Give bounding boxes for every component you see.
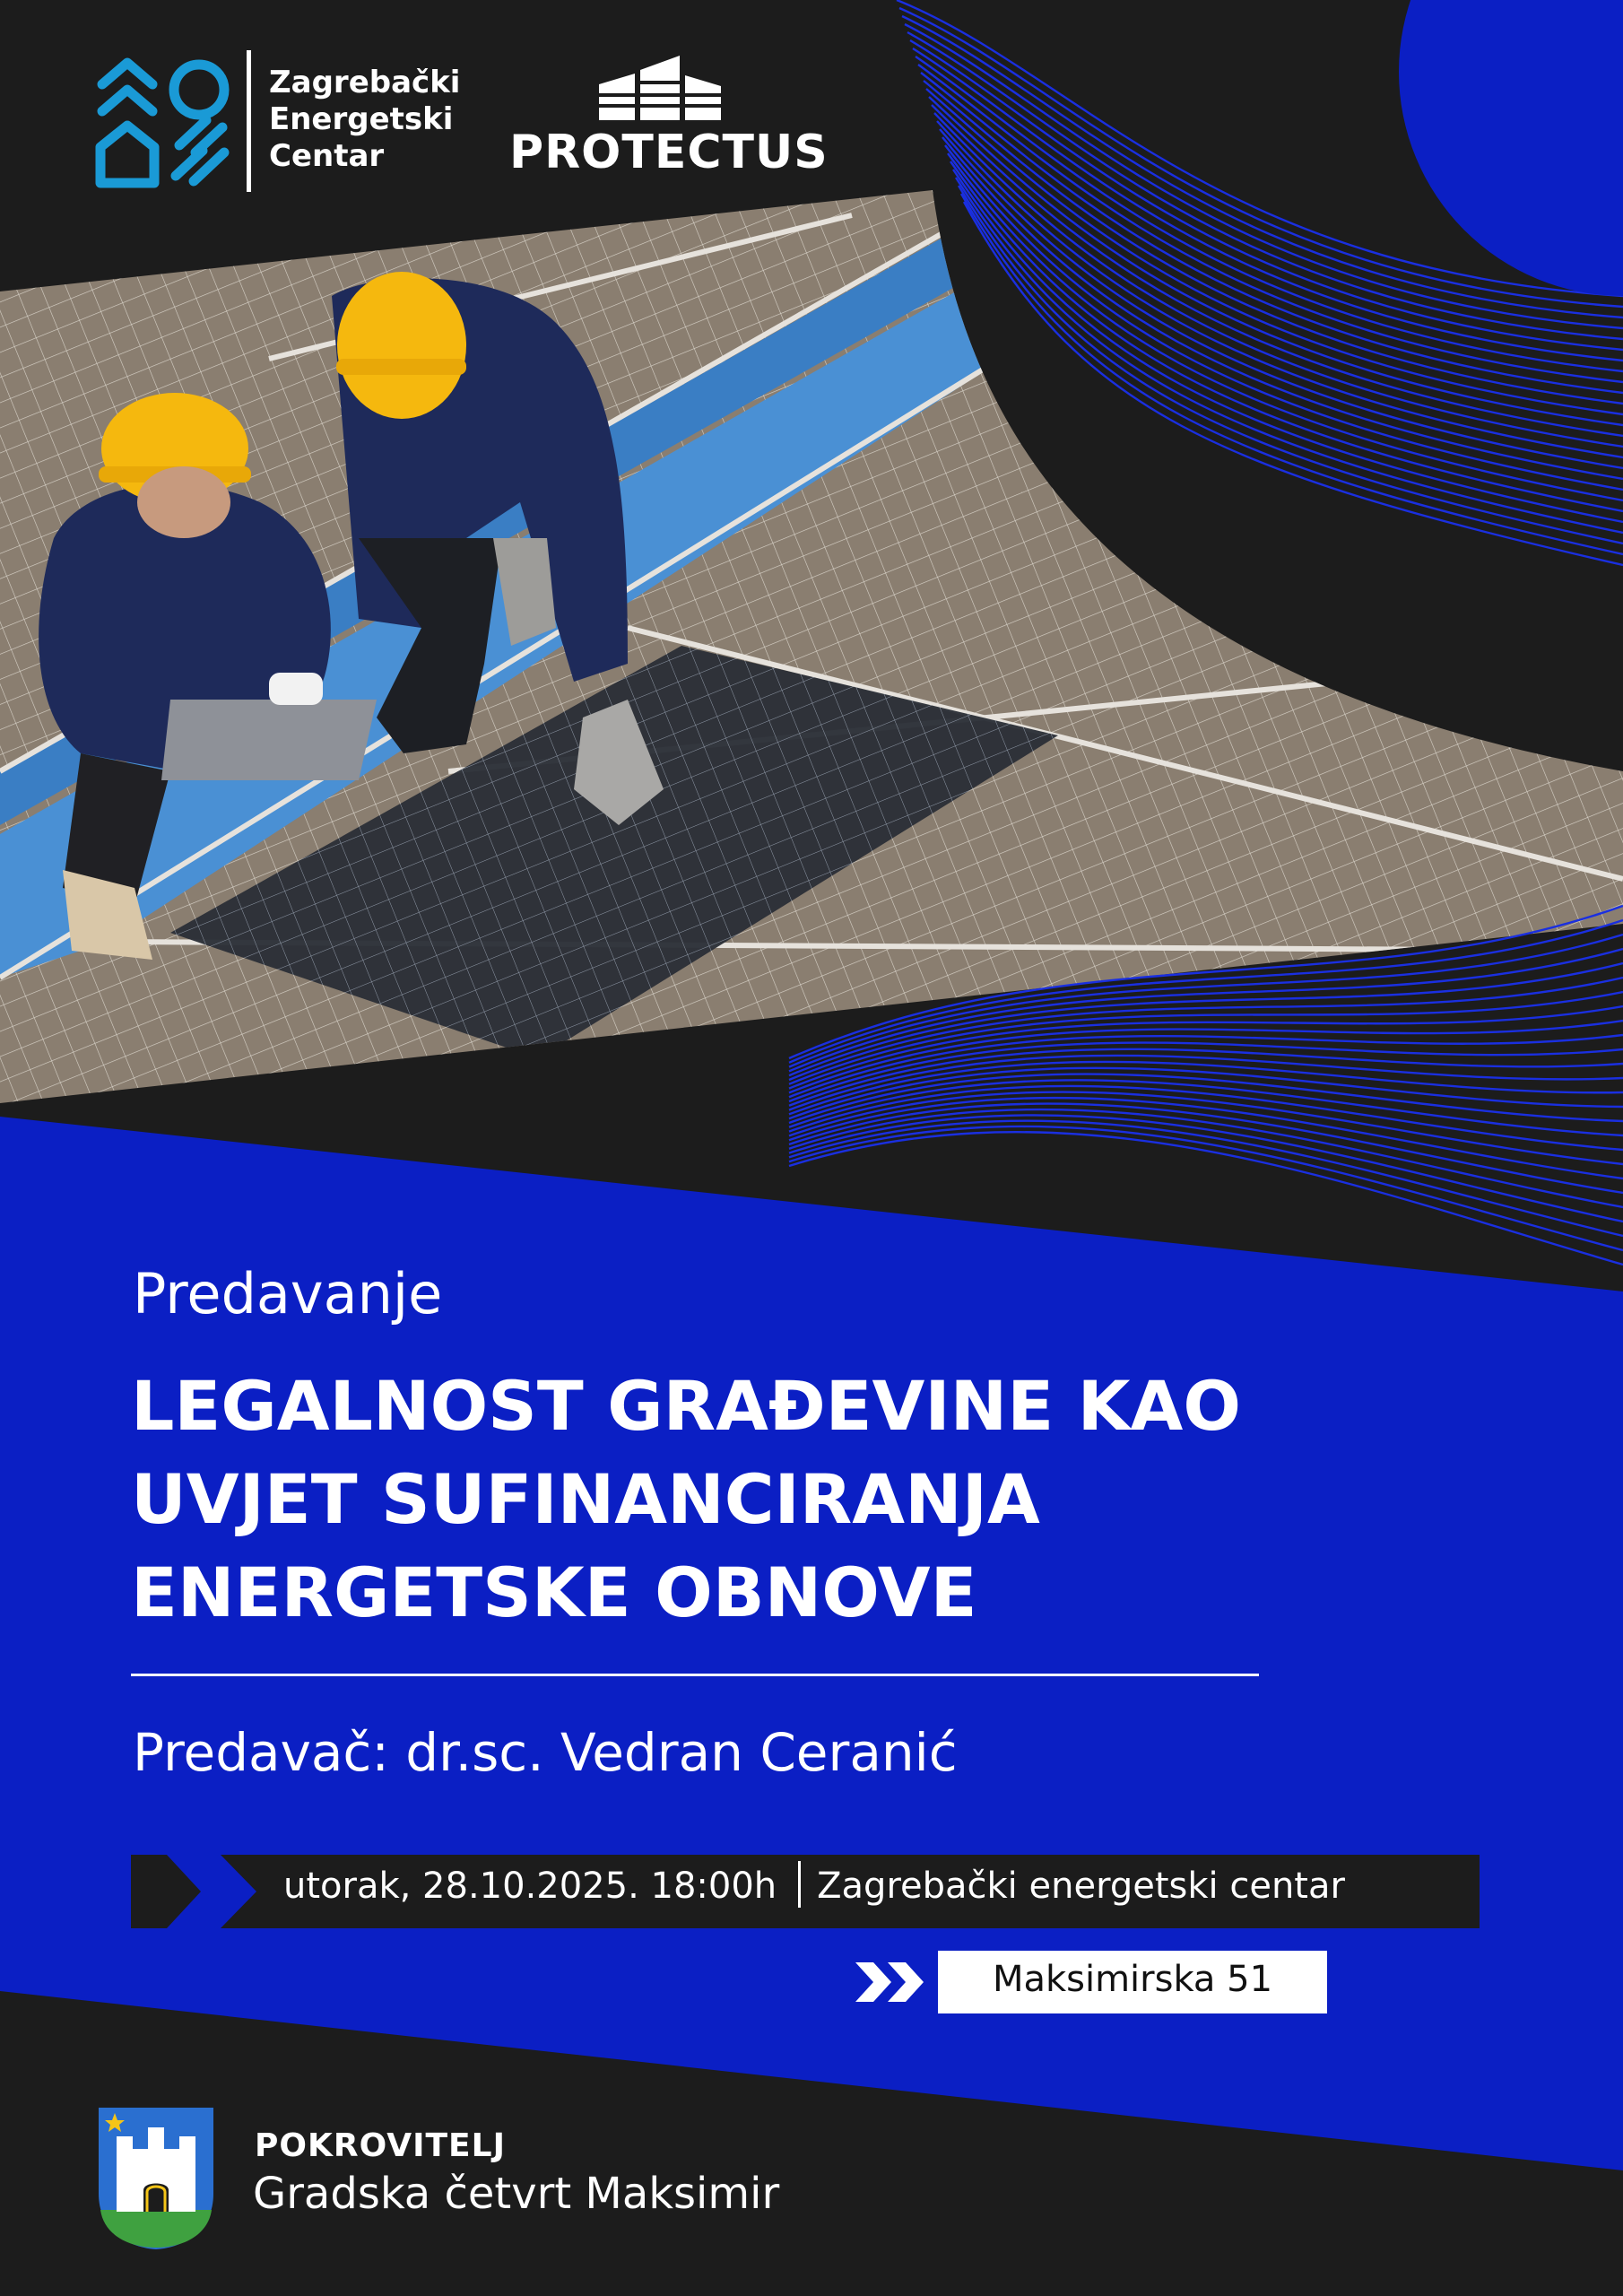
solar-workers-photo [0, 179, 1623, 1121]
event-kicker: Predavanje [133, 1261, 443, 1326]
event-speaker: Predavač: dr.sc. Vedran Ceranić [133, 1722, 958, 1783]
event-title [131, 1360, 1386, 1639]
event-title-line-3: ENERGETSKE OBNOVE [131, 1552, 977, 1632]
zec-logo-line-3: Centar [269, 138, 385, 174]
logo-divider [247, 50, 251, 192]
wave-line [789, 1021, 1623, 1092]
event-title-line-2: UVJET SUFINANCIRANJA [131, 1459, 1040, 1539]
event-info [283, 1865, 1345, 1911]
wave-line [789, 1115, 1623, 1222]
blue-circle-decoration [1399, 0, 1623, 296]
protectus-logo-text: PROTECTUS [509, 126, 829, 179]
title-divider [131, 1674, 1259, 1676]
buildings-logo-icon [599, 50, 725, 122]
zagreb-coat-of-arms-icon [95, 2104, 217, 2251]
info-separator [798, 1861, 801, 1908]
wave-line [789, 1006, 1623, 1089]
sponsor-name: Gradska četvrt Maksimir [253, 2169, 780, 2219]
zec-logo-line-1: Zagrebački [269, 65, 461, 100]
sponsor-label: POKROVITELJ [255, 2127, 506, 2164]
wave-line [789, 1104, 1623, 1193]
house-circle-grid-logo-icon [93, 56, 237, 190]
zec-logo-line-2: Energetski [269, 101, 454, 137]
event-address: Maksimirska 51 [992, 1959, 1273, 2000]
event-datetime: utorak, 28.10.2025. 18:00h [283, 1866, 777, 1907]
double-chevron-icon [855, 1959, 931, 2005]
event-venue: Zagrebački energetski centar [817, 1866, 1345, 1907]
zec-logo-text [269, 65, 460, 175]
event-title-line-1: LEGALNOST GRAĐEVINE KAO [131, 1366, 1241, 1446]
chevron-arrow-icon [131, 1855, 203, 1928]
